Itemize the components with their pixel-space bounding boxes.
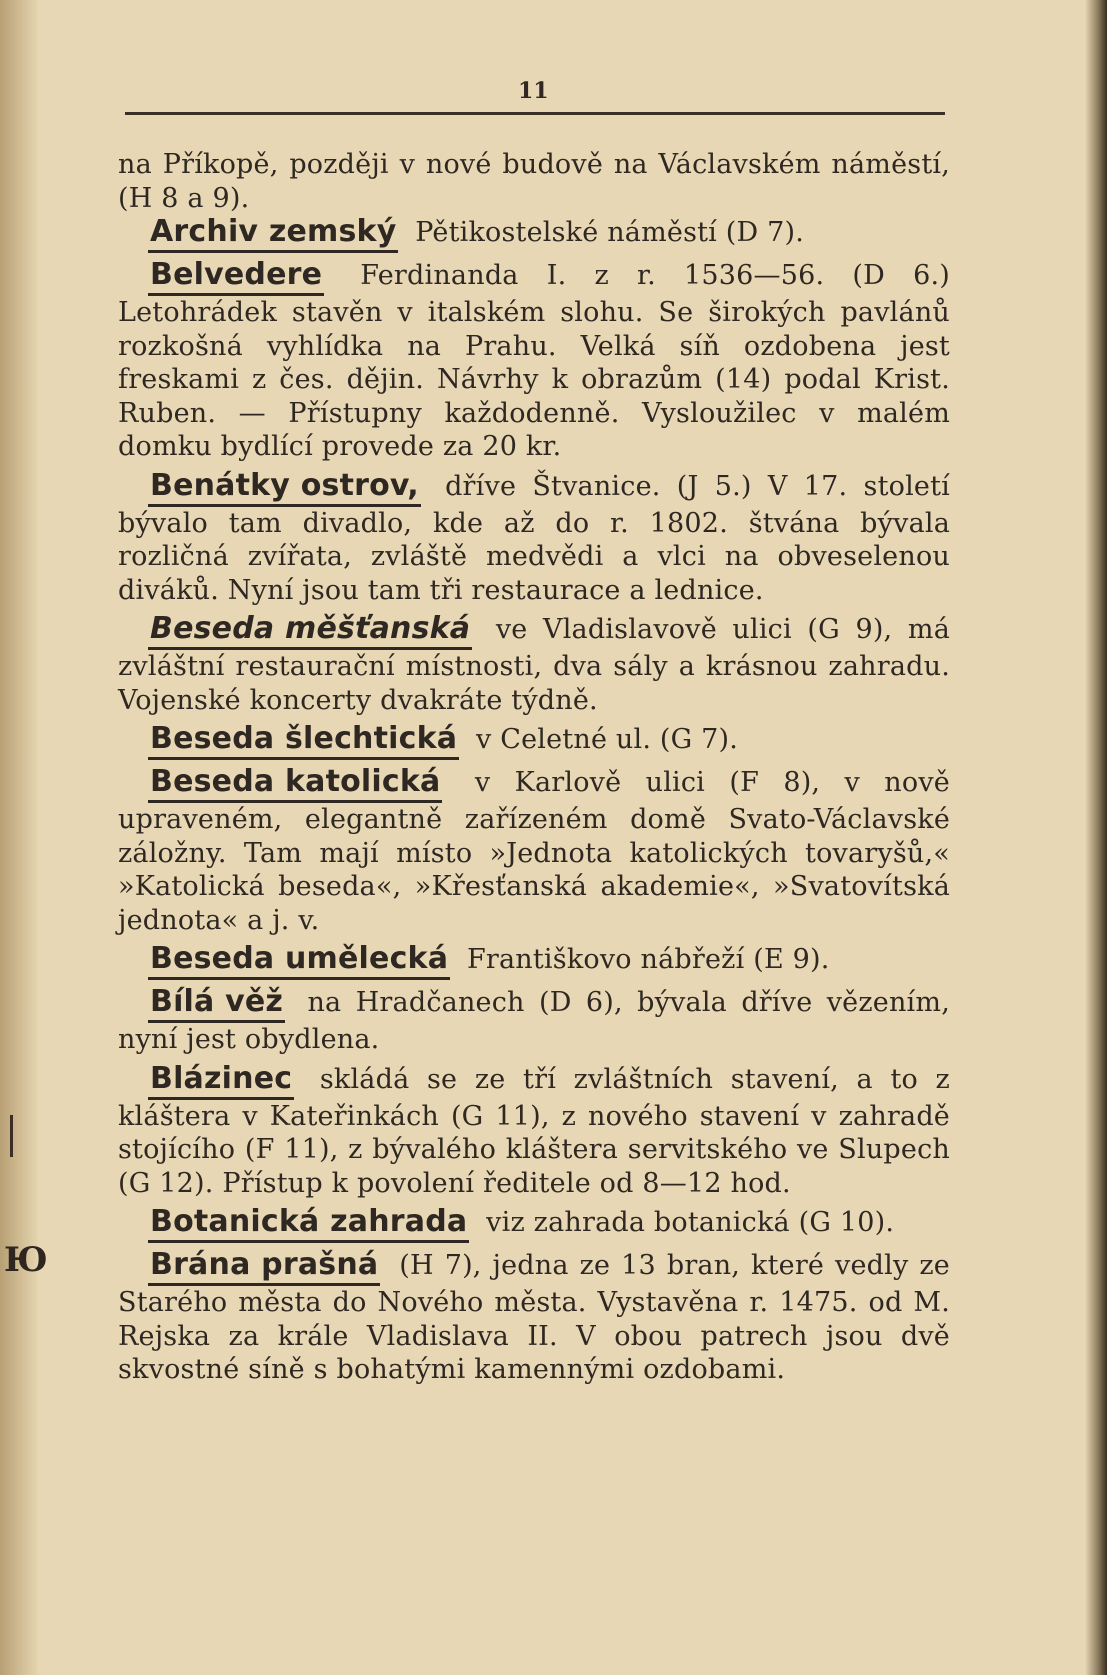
entry-headword: Botanická zahrada [148,1205,469,1243]
entry-text: dříve Štvanice. (J 5.) V 17. století bývalo tam divadlo, kde až do r. 1802. štvána bývala rozličná zvířata, zvláště medvědi a vlci na obveselenou diváků. Nyní jsou tam tři restaurace a lednice. [118,470,950,606]
entry-headword: Beseda katolická [148,765,442,803]
entry-botanicka-zahrada [118,1205,950,1243]
entry-headword: Brána prašná [148,1248,380,1286]
entry-headword: Benátky ostrov, [148,469,421,507]
entry-archiv-zemsky [118,215,950,253]
entry-headword: Archiv zemský [148,215,398,253]
entry-brana-prasna [118,1248,950,1387]
entry-headword: Belvedere [148,258,324,296]
entry-beseda-umelecka [118,942,950,980]
book-spine-shadow [0,0,38,1675]
entry-headword: Beseda umělecká [148,942,450,980]
entry-text: na Hradčanech (D 6), bývala dříve vězením, nyní jest obydlena. [118,987,950,1055]
entry-text: Františkovo nábřeží (E 9). [466,944,830,975]
entry-text: Pětikostelské náměstí (D 7). [415,217,805,248]
entry-bila-vez [118,985,950,1057]
entry-headword: Beseda měšťanská [148,612,472,650]
page-body [118,148,950,1387]
entry-text: ve Vladislavově ulici (G 9), má zvláštní restaurační místnosti, dva sály a krásnou zahradu. Vojenské koncerty dvakráte týdně. [118,614,950,716]
entry-beseda-slechticka [118,722,950,760]
margin-mark-line [10,1115,13,1157]
continuation-paragraph: na Příkopě, později v nové budově na Václavském náměstí, (H 8 a 9). [118,149,950,214]
entry-headword: Blázinec [148,1062,294,1100]
entry-text: v Karlově ulici (F 8), v nově upraveném, elegantně zařízeném domě Svato-Václavské záložny. Tam mají místo »Jednota katolických tovaryšů,« »Katolická beseda«, »Křesťanská akademie«, »Svatovítská jednota« a j. v. [118,767,950,936]
margin-mark: Ю [4,1240,48,1280]
entry-text: Ferdinanda I. z r. 1536—56. (D 6.) Letohrádek stavěn v italském slohu. Se širokých pavlánů rozkošná vyhlídka na Prahu. Velká síň ozdobena jest freskami z čes. dějin. Návrhy k obrazům (14) podal Krist. Ruben. — Přístupny každodenně. Vysloužilec v malém domku bydlící provede za 20 kr. [118,260,950,462]
entry-belvedere [118,258,950,464]
entry-text: (H 7), jedna ze 13 bran, které vedly ze Starého města do Nového města. Vystavěna r. 1475. od M. Rejska za krále Vladislava II. V obou patrech jsou dvě skvostné síně s bohatými kamennými ozdobami. [118,1250,950,1385]
entry-headword: Beseda šlechtická [148,722,459,760]
entry-benatky [118,469,950,608]
entry-headword: Bílá věž [148,985,285,1023]
header-rule [125,112,945,115]
page-number: 11 [518,78,549,104]
page-edge-shadow [1085,0,1107,1675]
entry-blazinec [118,1062,950,1201]
entry-text: viz zahrada botanická (G 10). [486,1207,895,1238]
entry-beseda-katolicka [118,765,950,937]
entry-text: v Celetné ul. (G 7). [476,724,739,755]
entry-beseda-mestanska [118,612,950,717]
entry-text: skládá se ze tří zvláštních stavení, a to z kláštera v Kateřinkách (G 11), z nového stavení v zahradě stojícího (F 11), z bývalého kláštera servitského ve Slupech (G 12). Přístup k povolení ředitele od 8—12 hod. [118,1063,950,1199]
